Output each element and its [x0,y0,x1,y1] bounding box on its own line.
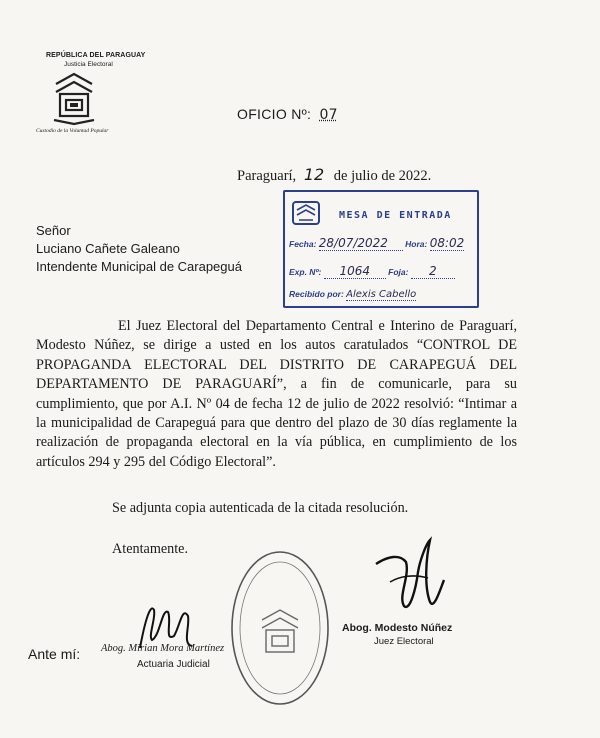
received-stamp [283,190,479,308]
place-date [237,165,431,185]
stamp-recibido-value: Alexis Cabello [346,289,417,300]
body-text [36,317,517,472]
date-day: 12 [303,165,325,184]
addressee-salutation: Señor [36,223,71,238]
right-signer-role: Juez Electoral [374,636,434,647]
letterhead-country: REPÚBLICA DEL PARAGUAY [46,52,146,59]
justicia-electoral-logo [50,70,98,126]
letterhead-motto: Custodio de la Voluntad Popular [36,128,109,134]
left-signer-name: Abog. Mirian Mora Martínez [101,643,225,654]
oficio-header [237,106,338,123]
stamp-exp-value: 1064 [324,264,386,279]
date-rest: de julio de 2022. [333,168,432,184]
stamp-fecha-value: 28/07/2022 [319,236,403,251]
stamp-fecha-row [289,236,464,251]
ante-mi-label: Ante mí: [28,646,81,662]
stamp-hora-value: 08:02 [429,236,465,250]
stamp-foja-label: Foja: [388,267,409,277]
left-signer-role: Actuaria Judicial [137,659,210,670]
addressee-name: Luciano Cañete Galeano [36,241,180,256]
official-seal [228,548,332,708]
body-paragraph: El Juez Electoral del Departamento Central e Interino de Paraguarí, Modesto Núñez, se dirige a usted en los autos caratulados “CONTROL DE PROPAGANDA ELECTORAL DEL DISTRITO DE CARAPEGUÁ DEL DEPARTAMENTO DE PARAGUARÍ”, a fin de comunicarle, para su cumplimiento, que por A.I. Nº 04 de fecha 12 de julio de 2022 resolvió: “Intimar a la municipalidad de Carapeguá para que dentro del plazo de 30 días reglamente la realización de propaganda electoral en la vía pública, en cumplimiento de los artículos 294 y 295 del Código Electoral”. [36,318,517,470]
stamp-exp-label: Exp. Nº: [289,267,322,277]
right-signer-name: Abog. Modesto Núñez [342,622,453,634]
closing: Atentamente. [112,541,189,557]
addressee-block [36,222,242,276]
stamp-exp-row [289,264,455,279]
stamp-hora-label: Hora: [405,239,428,249]
addressee-title: Intendente Municipal de Carapeguá [36,259,242,274]
stamp-emblem-icon [291,198,321,228]
oficio-number: 07 [319,107,338,123]
oficio-label: OFICIO Nº: [237,106,312,122]
stamp-fecha-label: Fecha: [289,239,317,249]
stamp-recibido-row [289,289,416,301]
stamp-office: MESA DE ENTRADA [339,210,452,221]
attachment-note: Se adjunta copia autenticada de la citada resolución. [112,500,409,516]
stamp-foja-value: 2 [411,264,455,279]
letterhead-institution: Justicia Electoral [64,61,113,68]
date-place: Paraguarí, [237,168,297,184]
right-signature [370,536,450,620]
stamp-recibido-label: Recibido por: [289,289,344,299]
